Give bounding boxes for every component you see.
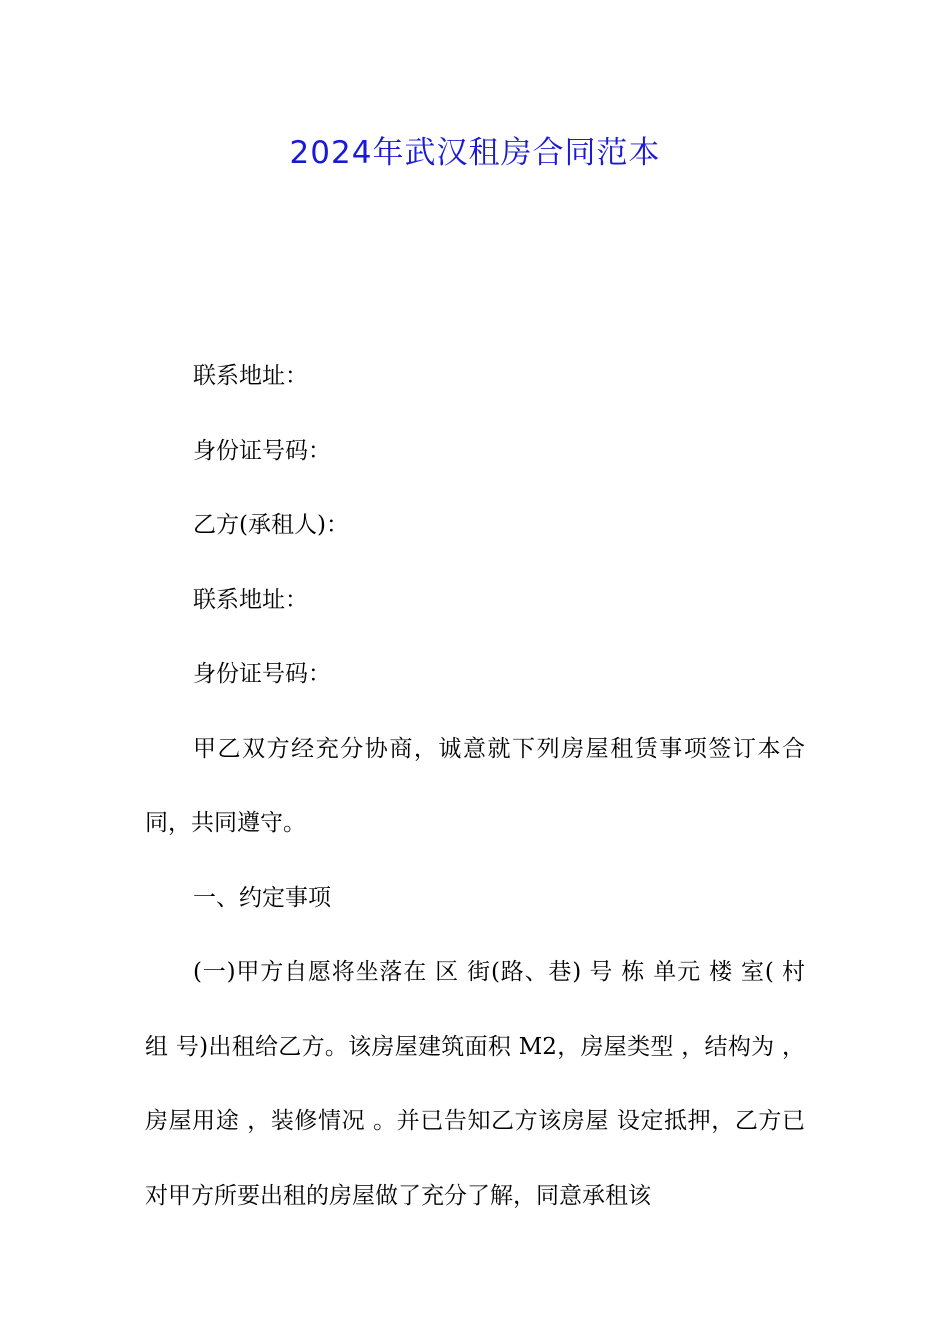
clause-1-paragraph: (一)甲方自愿将坐落在 区 街(路、巷) 号 栋 单元 楼 室( 村 组 号)出租给乙方。该房屋建筑面积 M2，房屋类型 ，结构为 ，房屋用途 ，装修情况 。并已告知乙方该房屋 设定抵押，乙方已对甲方所要出租的房屋做了充分了解，同意承租该 [145,959,805,1209]
contact-address-label-2: 联系地址： [193,586,308,613]
section-heading-agreed-matters: 一、约定事项 [193,884,331,911]
document-title: 2024年武汉租房合同范本 [289,135,661,171]
agreement-intro-paragraph: 甲乙双方经充分协商，诚意就下列房屋租赁事项签订本合同，共同遵守。 [145,735,805,836]
id-number-label-2: 身份证号码： [193,661,331,687]
id-number-label-1: 身份证号码： [193,437,331,464]
party-b-label: 乙方(承租人)： [193,512,349,538]
document-body [145,339,805,1233]
contact-address-label-1: 联系地址： [193,363,308,389]
